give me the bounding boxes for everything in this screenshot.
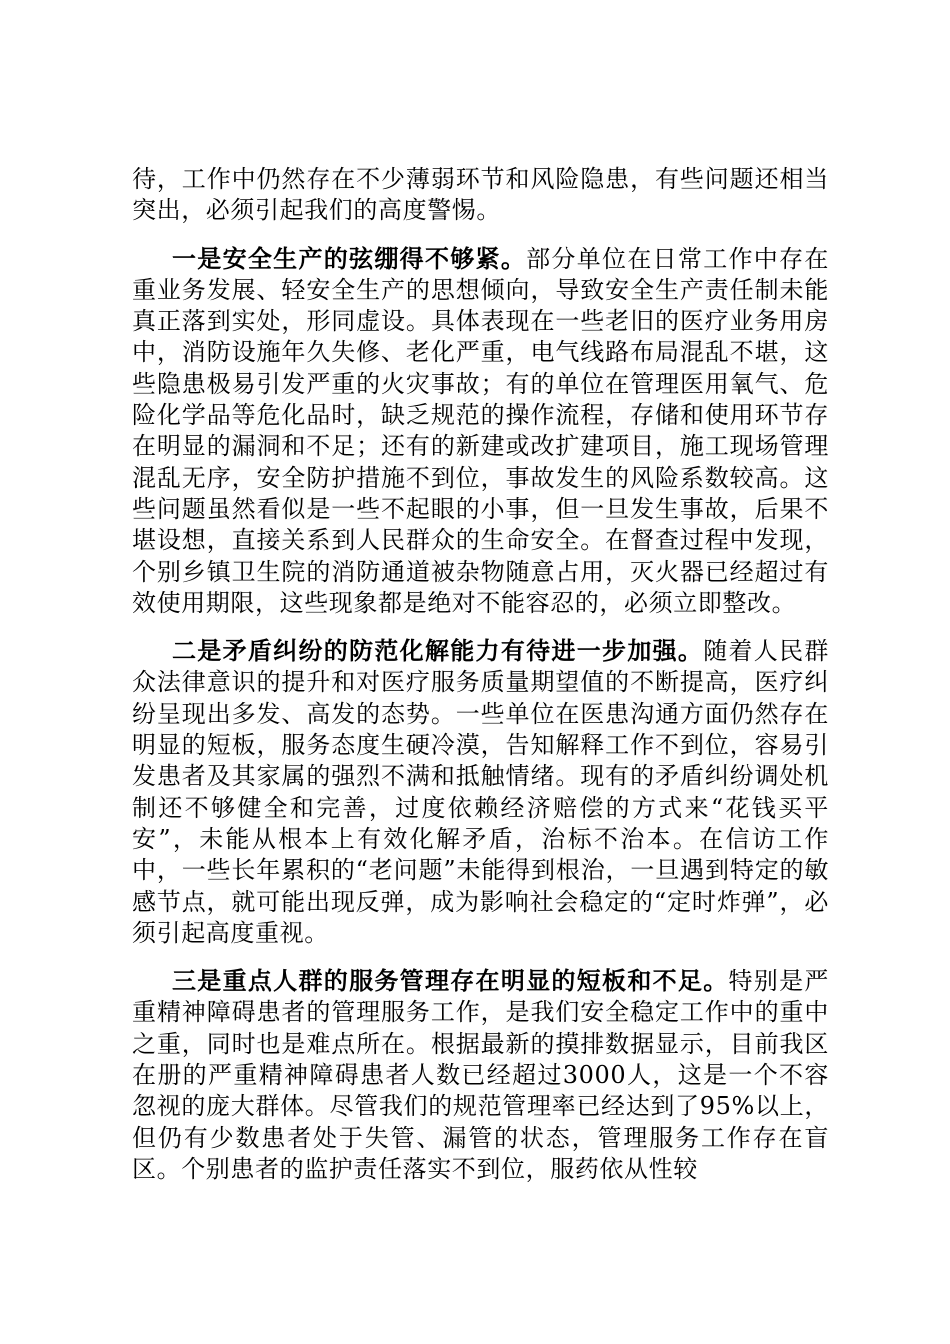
paragraph-lead: 三是重点人群的服务管理存在明显的短板和不足。 bbox=[172, 966, 729, 996]
paragraph-lead: 一是安全生产的弦绷得不够紧。 bbox=[172, 243, 527, 273]
paragraph-text: 部分单位在日常工作中存在重业务发展、轻安全生产的思想倾向，导致安全生产责任制未能真正落到实处，形同虚设。具体表现在一些老旧的医疗业务用房中，消防设施年久失修、老化严重，电气线路布局混乱不堪，这些隐患极易引发严重的火灾事故；有的单位在管理医用氧气、危险化学品等危化品时，缺乏规范的操作流程，存储和使用环节存在明显的漏洞和不足；还有的新建或改扩建项目，施工现场管理混乱无序，安全防护措施不到位，事故发生的风险系数较高。这些问题虽然看似是一些不起眼的小事，但一旦发生事故，后果不堪设想，直接关系到人民群众的生命安全。在督查过程中发现，个别乡镇卫生院的消防通道被杂物随意占用，灭火器已经超过有效使用期限，这些现象都是绝对不能容忍的，必须立即整改。 bbox=[132, 244, 829, 617]
paragraph-continuation bbox=[132, 163, 829, 227]
paragraph-text: 特别是严重精神障碍患者的管理服务工作，是我们安全稳定工作中的重中之重，同时也是难点所在。根据最新的摸排数据显示，目前我区在册的严重精神障碍患者人数已经超过3000人，这是一个不容忽视的庞大群体。尽管我们的规范管理率已经达到了95%以上，但仍有少数患者处于失管、漏管的状态，管理服务工作存在盲区。个别患者的监护责任落实不到位，服药依从性较 bbox=[132, 967, 830, 1183]
paragraph-text: 随着人民群众法律意识的提升和对医疗服务质量期望值的不断提高，医疗纠纷呈现出多发、高发的态势。一些单位在医患沟通方面仍然存在明显的短板，服务态度生硬冷漠，告知解释工作不到位，容易引发患者及其家属的强烈不满和抵触情绪。现有的矛盾纠纷调处机制还不够健全和完善，过度依赖经济赔偿的方式来“花钱买平安”，未能从根本上有效化解矛盾，治标不治本。在信访工作中，一些长年累积的“老问题”未能得到根治，一旦遇到特定的敏感节点，就可能出现反弹，成为影响社会稳定的“定时炸弹”，必须引起高度重视。 bbox=[132, 637, 830, 947]
paragraph-lead: 二是矛盾纠纷的防范化解能力有待进一步加强。 bbox=[172, 636, 704, 666]
paragraph-safety-production bbox=[132, 243, 829, 620]
document-page bbox=[132, 163, 829, 1201]
paragraph-key-groups bbox=[132, 965, 829, 1185]
paragraph-dispute-resolution bbox=[132, 635, 829, 949]
paragraph-text: 待，工作中仍然存在不少薄弱环节和风险隐患，有些问题还相当突出，必须引起我们的高度警惕。 bbox=[132, 165, 829, 225]
